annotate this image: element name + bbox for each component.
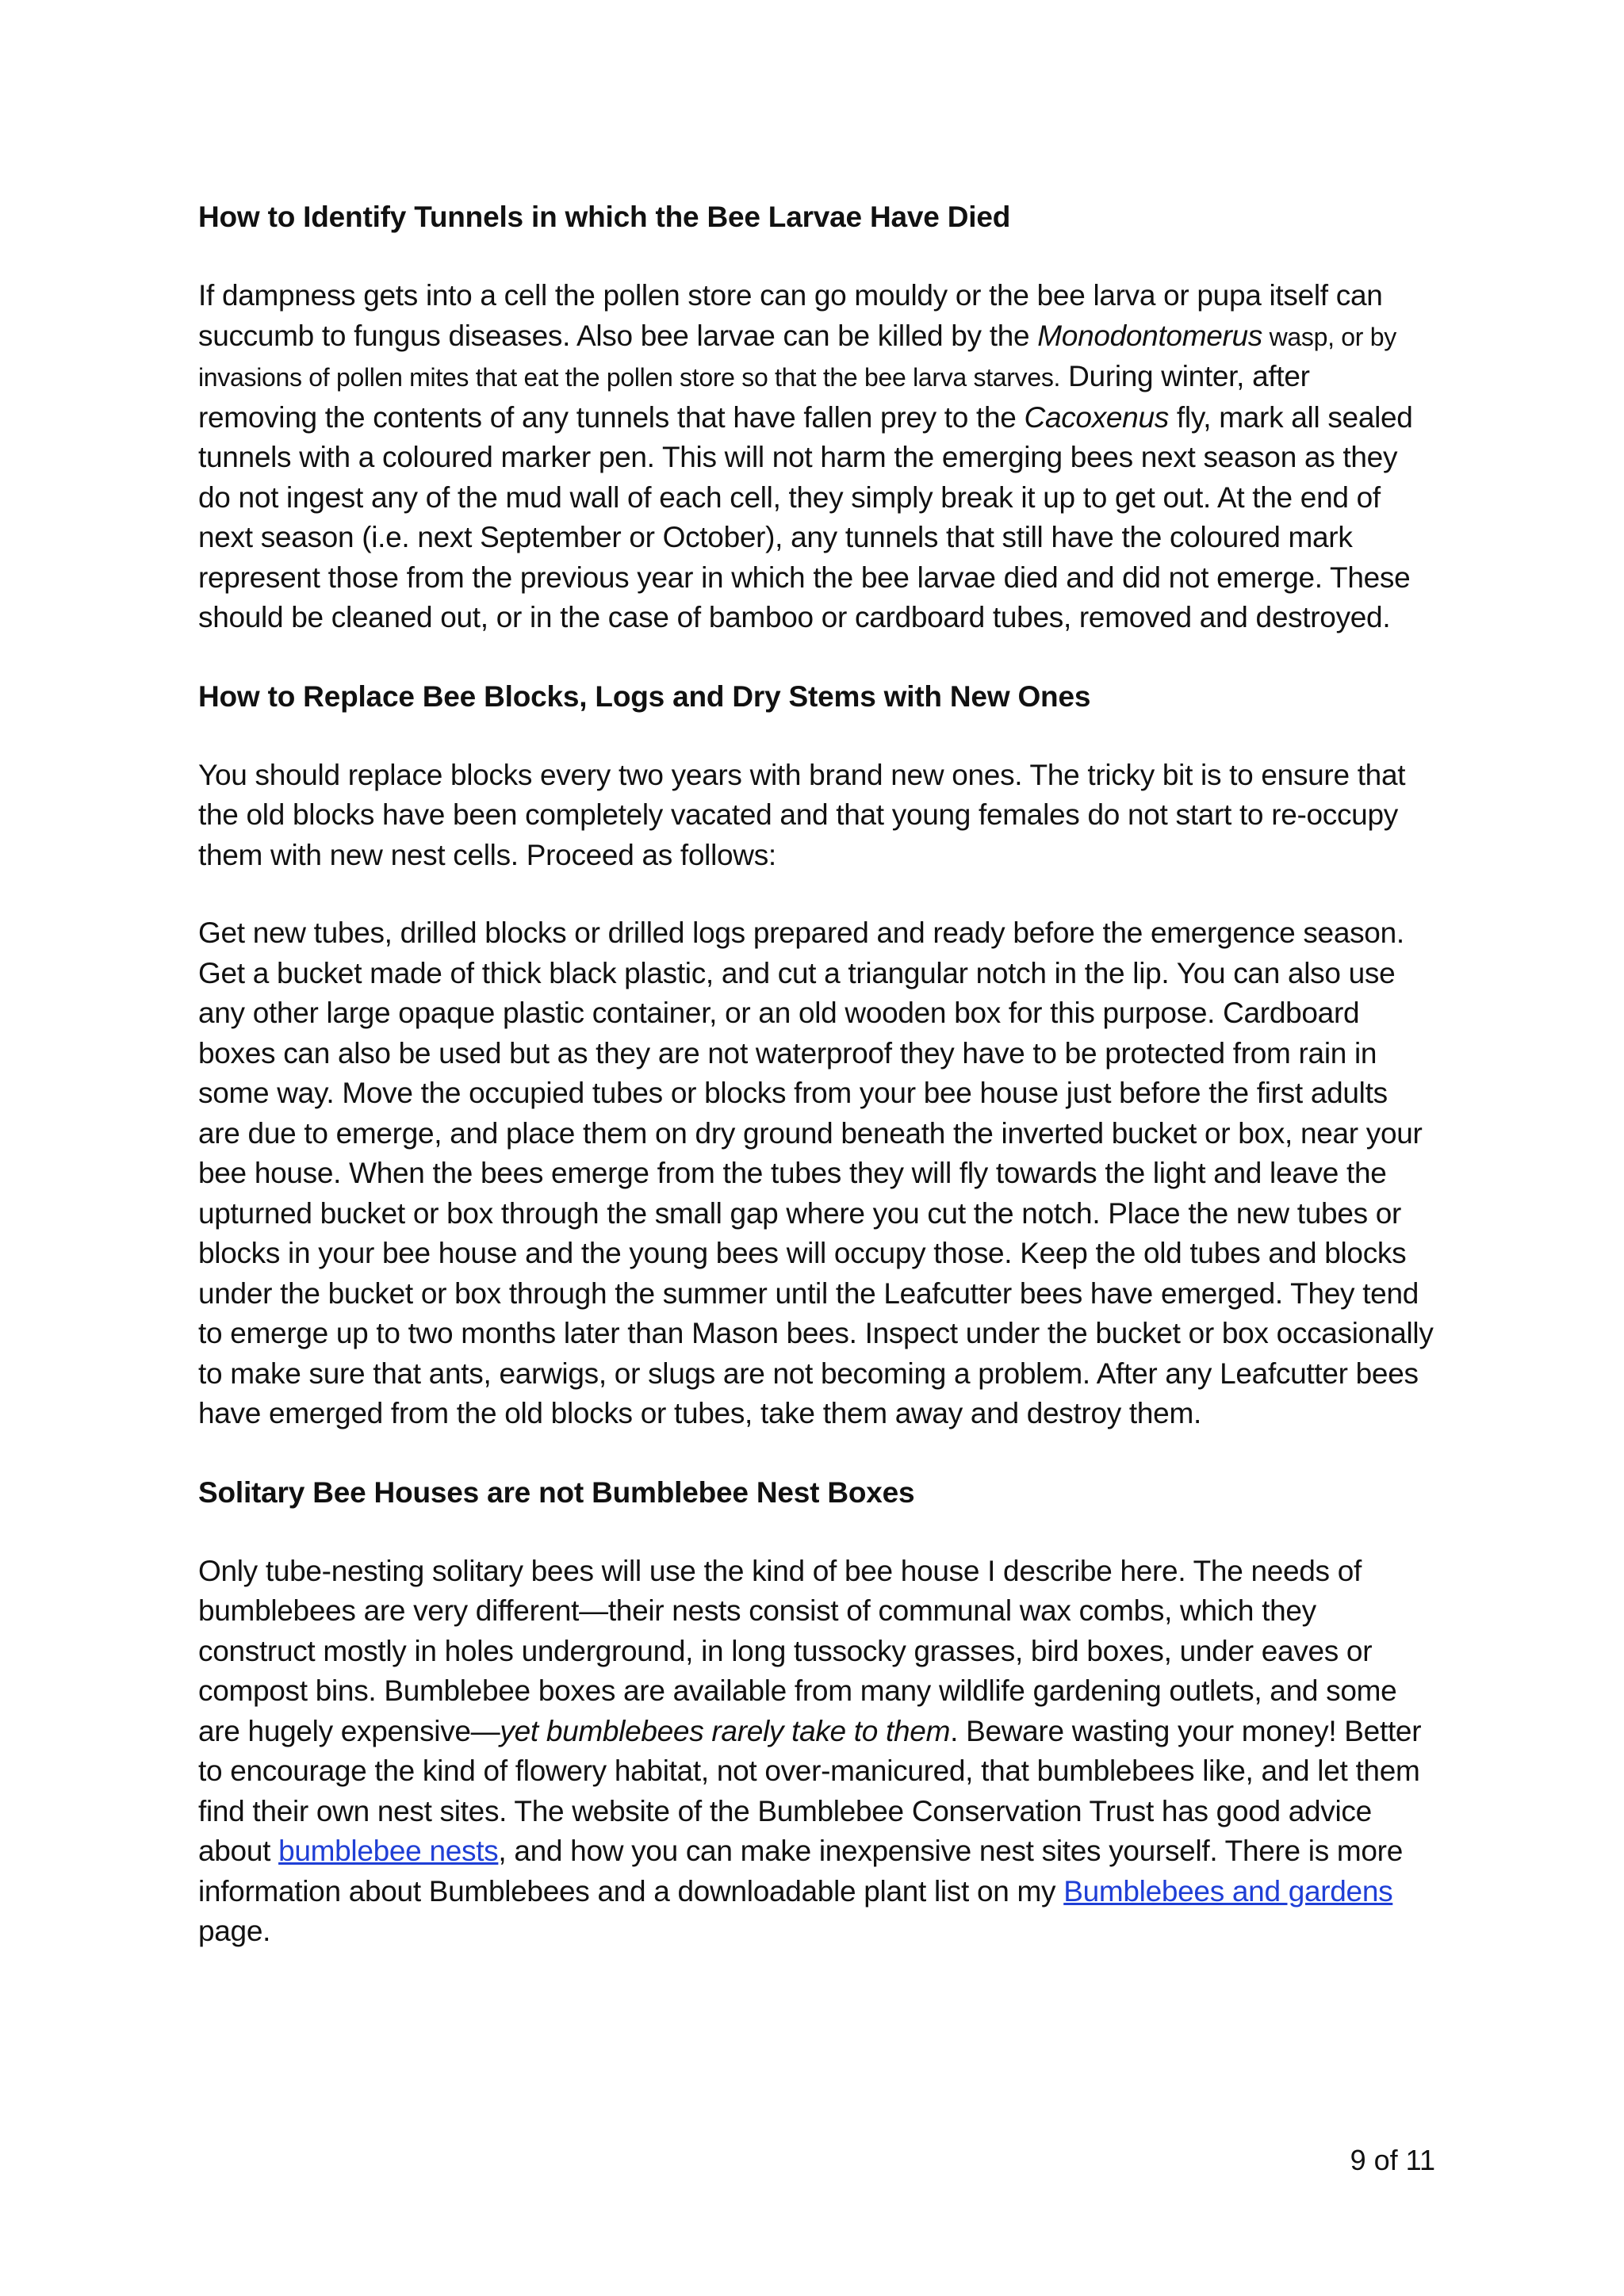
page-number: 9 of 11 xyxy=(1350,2144,1435,2176)
bumblebees-and-gardens-link[interactable]: Bumblebees and gardens xyxy=(1063,1874,1393,1908)
text-span: , and how you can make inexpensive nest sites yourself. There is more information about Bumblebees and a downloadable plant list on my xyxy=(198,1835,1403,1908)
page-content xyxy=(198,197,1435,1952)
bumblebee-nests-link[interactable]: bumblebee nests xyxy=(278,1835,499,1867)
paragraph-replace-procedure: Get new tubes, drilled blocks or drilled logs prepared and ready before the emergence season. Get a bucket made of thick black plastic, and cut a triangular notch in the lip. You can also use any other large opaque plastic container, or an old wooden box for this purpose. Cardboard boxes can also be used but as they are not waterproof they have to be protected from rain in some way. Move the occupied tubes or blocks from your bee house just before the first adults are due to emerge, and place them on dry ground beneath the inverted bucket or box, near your bee house. When the bees emerge from the tubes they will fly towards the light and leave the upturned bucket or box through the small gap where you cut the notch. Place the new tubes or blocks in your bee house and the young bees will occupy those. Keep the old tubes and blocks under the bucket or box through the summer until the Leafcutter bees have emerged. They tend to emerge up to two months later than Mason bees. Inspect under the bucket or box occasionally to make sure that ants, earwigs, or slugs are not becoming a problem. After any Leafcutter bees have emerged from the old blocks or tubes, take them away and destroy them. xyxy=(198,916,1434,1429)
section-heading-bumblebee-boxes: Solitary Bee Houses are not Bumblebee Nest Boxes xyxy=(198,1475,915,1509)
section-heading-dead-larvae: How to Identify Tunnels in which the Bee Larvae Have Died xyxy=(198,201,1011,233)
text-span-small: wasp, or by invasions of pollen mites that eat the pollen store so that the bee larva starves. xyxy=(198,322,1396,392)
text-span: Only tube-nesting solitary bees will use the kind of bee house I describe here. The needs of bumblebees are very different—their nests consist of communal wax combs, which they construct mostly in holes underground, in long tussocky grasses, bird boxes, under eaves or compost bins. Bumblebee boxes are available from many wildlife gardening outlets, and some are hugely expensive— xyxy=(198,1554,1397,1747)
text-span: fly, mark all sealed tunnels with a coloured marker pen. This will not harm the emerging bees next season as they do not ingest any of the mud wall of each cell, they simply break it up to get out. At the end of next season (i.e. next September or October), any tunnels that still have the coloured mark represent those from the previous year in which the bee larvae died and did not emerge. These should be cleaned out, or in the case of bamboo or cardboard tubes, removed and destroyed. xyxy=(198,400,1413,633)
italic-rarely-take: yet bumblebees rarely take to them xyxy=(500,1714,951,1747)
text-span: page. xyxy=(198,1915,271,1947)
italic-monodontomerus: Monodontomerus xyxy=(1037,319,1263,352)
text-span: . Beware wasting your money! Better to encourage the kind of flowery habitat, not over-manicured, that bumblebees like, and let them find their own nest sites. The website of the Bumblebee Conservation Trust has good advice about xyxy=(198,1714,1422,1867)
paragraph-dead-larvae xyxy=(198,276,1435,638)
italic-cacoxenus: Cacoxenus xyxy=(1024,400,1169,434)
text-span: During winter, after removing the contents of any tunnels that have fallen prey to the xyxy=(198,360,1310,434)
section-heading-replace-blocks: How to Replace Bee Blocks, Logs and Dry Stems with New Ones xyxy=(198,679,1091,713)
paragraph-replace-intro: You should replace blocks every two years with brand new ones. The tricky bit is to ensure that the old blocks have been completely vacated and that young females do not start to re-occupy them with new nest cells. Proceed as follows: xyxy=(198,758,1406,871)
text-span: If dampness gets into a cell the pollen store can go mouldy or the bee larva or pupa itself can succumb to fungus diseases. Also bee larvae can be killed by the xyxy=(198,279,1383,352)
paragraph-bumblebee-boxes xyxy=(198,1552,1435,1952)
